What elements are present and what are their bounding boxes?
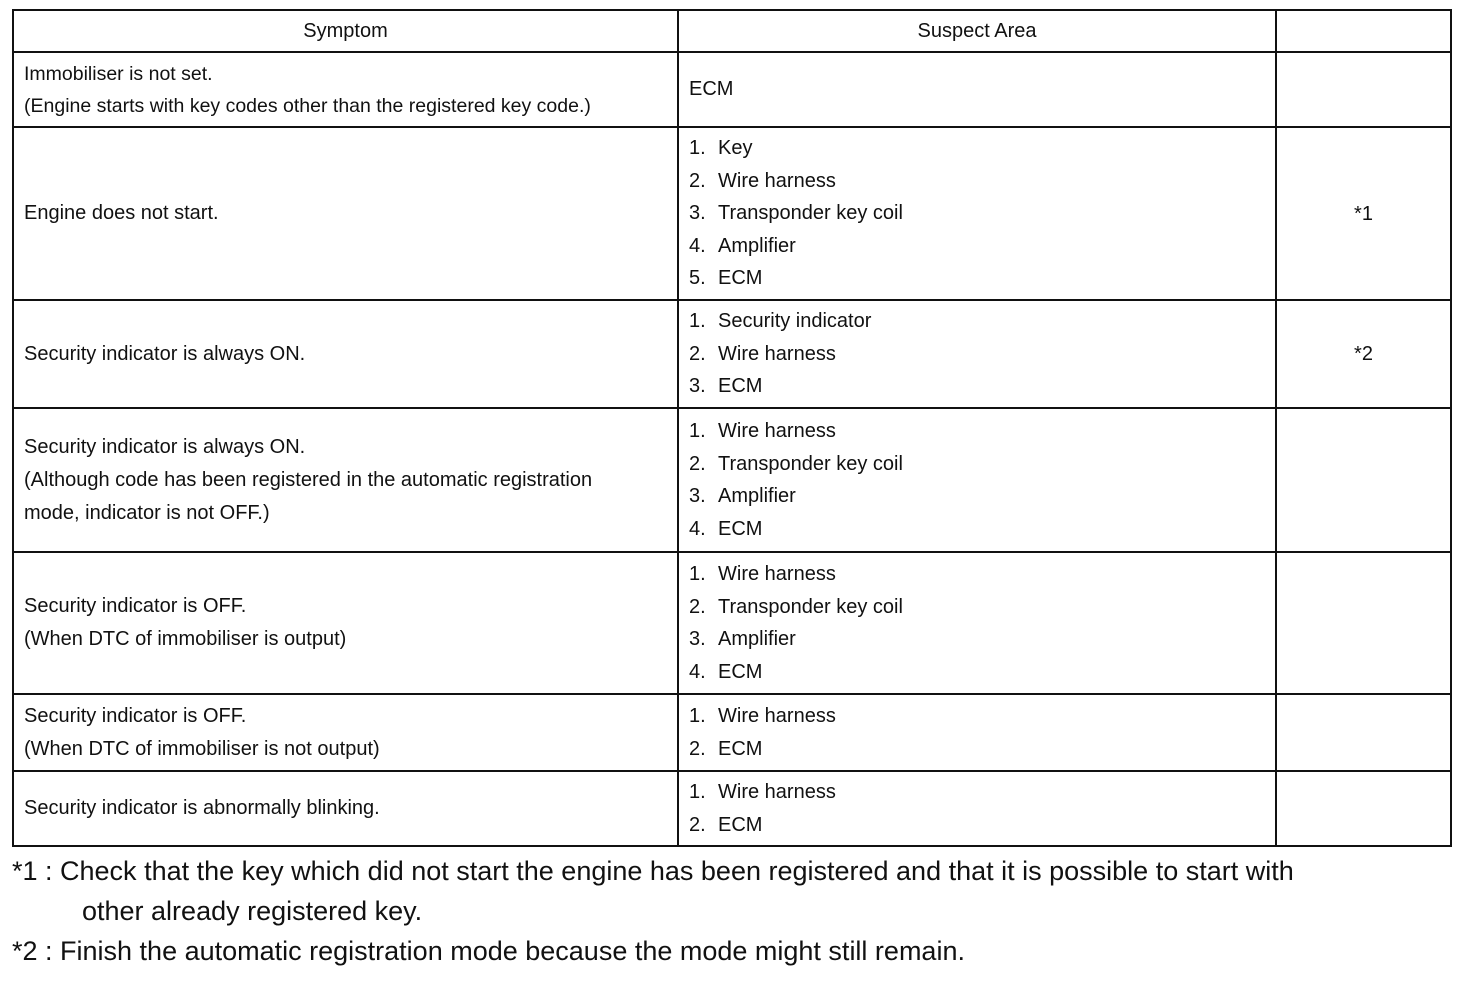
item-number: 1.	[689, 420, 706, 442]
item-text: Transponder key coil	[718, 202, 903, 225]
suspect-area-cell	[678, 771, 1276, 846]
item-number: 3.	[689, 485, 706, 507]
suspect-area-item	[689, 656, 1265, 689]
footnote-label: *2 :	[12, 936, 61, 966]
item-text: Security indicator	[718, 310, 872, 333]
suspect-area-cell	[678, 408, 1276, 552]
table-row	[13, 300, 1451, 408]
item-number: 3.	[689, 375, 706, 398]
item-text: Wire harness	[718, 420, 836, 442]
table-row	[13, 552, 1451, 694]
item-number: 2.	[689, 737, 706, 760]
suspect-area-cell	[678, 552, 1276, 694]
suspect-area-item	[689, 733, 1265, 766]
item-number: 2.	[689, 169, 706, 192]
suspect-area-cell	[678, 300, 1276, 408]
item-text: ECM	[718, 813, 763, 836]
item-number: 3.	[689, 202, 706, 225]
item-text: Wire harness	[718, 781, 836, 803]
item-text: Wire harness	[718, 169, 836, 192]
item-number: 1.	[689, 563, 706, 585]
diagnosis-table-sheet	[12, 9, 1450, 847]
table-header-row	[13, 10, 1451, 52]
symptom-text: Security indicator is OFF.	[24, 704, 247, 727]
note-cell	[1276, 52, 1451, 127]
suspect-area-item	[689, 197, 1265, 230]
table-row	[13, 127, 1451, 300]
suspect-area-item	[689, 448, 1265, 481]
item-number: 2.	[689, 813, 706, 836]
symptom-text: (Although code has been registered in the automatic registration	[24, 468, 593, 491]
suspect-area-list	[689, 554, 1265, 692]
suspect-area-text: ECM	[689, 78, 734, 101]
item-text: Amplifier	[718, 234, 796, 257]
item-text: ECM	[718, 517, 763, 540]
item-text: Wire harness	[718, 705, 836, 727]
symptom-cell	[13, 694, 678, 771]
symptom-cell	[13, 52, 678, 127]
footnote-text: Check that the key which did not start the engine has been registered and that it is possible to start with	[60, 856, 1294, 886]
item-text: ECM	[718, 660, 763, 683]
footnotes	[12, 851, 1462, 971]
item-text: ECM	[718, 375, 763, 398]
table-row	[13, 52, 1451, 127]
footnote-text: Finish the automatic registration mode because the mode might still remain.	[60, 936, 965, 966]
note-cell	[1276, 552, 1451, 694]
suspect-area-cell	[678, 127, 1276, 300]
suspect-area-item	[689, 415, 1265, 448]
symptom-text: (When DTC of immobiliser is not output)	[24, 737, 380, 760]
header-symptom: Symptom	[13, 10, 678, 52]
suspect-area-item	[689, 700, 1265, 733]
suspect-area-list	[689, 128, 1265, 299]
suspect-area-list	[689, 301, 1265, 407]
footnote	[12, 851, 1462, 931]
symptom-cell	[13, 127, 678, 300]
item-number: 4.	[689, 660, 706, 683]
table-row	[13, 771, 1451, 846]
item-text: ECM	[718, 267, 763, 290]
suspect-area-list	[689, 411, 1265, 549]
symptom-text: Security indicator is always ON.	[24, 342, 306, 365]
symptom-text: Engine does not start.	[24, 202, 219, 224]
item-number: 2.	[689, 595, 706, 618]
symptom-text: Security indicator is OFF.	[24, 595, 247, 617]
symptom-text: Security indicator is always ON.	[24, 435, 306, 458]
item-number: 2.	[689, 452, 706, 475]
note-cell	[1276, 771, 1451, 846]
item-number: 1.	[689, 705, 706, 727]
suspect-area-item	[689, 370, 1265, 403]
symptom-cell	[13, 408, 678, 552]
item-text: Wire harness	[718, 342, 836, 365]
suspect-area-item	[689, 305, 1265, 338]
footnote-label: *1 :	[12, 856, 61, 886]
symptom-cell	[13, 552, 678, 694]
suspect-area-item	[689, 165, 1265, 198]
suspect-area-item	[689, 262, 1265, 295]
header-note	[1276, 10, 1451, 52]
suspect-area-item	[689, 480, 1265, 513]
item-number: 2.	[689, 342, 706, 365]
suspect-area-item	[689, 809, 1265, 842]
suspect-area-cell	[678, 694, 1276, 771]
suspect-area-item	[689, 338, 1265, 371]
suspect-area-item	[689, 776, 1265, 809]
symptom-text: Security indicator is abnormally blinking.	[24, 797, 380, 819]
suspect-area-list	[689, 772, 1265, 845]
item-text: ECM	[718, 737, 763, 760]
note-cell: *1	[1276, 127, 1451, 300]
suspect-area-item	[689, 513, 1265, 546]
item-text: Wire harness	[718, 563, 836, 585]
suspect-area-item	[689, 230, 1265, 263]
item-number: 1.	[689, 310, 706, 333]
note-cell	[1276, 694, 1451, 771]
item-text: Transponder key coil	[718, 595, 903, 618]
footnote	[12, 931, 1462, 971]
item-text: Amplifier	[718, 485, 796, 507]
item-number: 4.	[689, 517, 706, 540]
footnote-continuation: other already registered key.	[82, 896, 423, 926]
note-cell	[1276, 408, 1451, 552]
symptom-text: (Engine starts with key codes other than the registered key code.)	[24, 94, 591, 117]
suspect-area-item	[689, 132, 1265, 165]
item-number: 1.	[689, 781, 706, 803]
item-number: 1.	[689, 137, 706, 160]
symptom-cell	[13, 771, 678, 846]
symptom-text: mode, indicator is not OFF.)	[24, 501, 270, 524]
item-number: 5.	[689, 267, 706, 290]
item-text: Transponder key coil	[718, 452, 903, 475]
suspect-area-item	[689, 623, 1265, 656]
suspect-area-item	[689, 591, 1265, 624]
table-row	[13, 694, 1451, 771]
suspect-area-cell	[678, 52, 1276, 127]
symptom-text: (When DTC of immobiliser is output)	[24, 628, 347, 650]
symptom-table	[12, 9, 1452, 847]
symptom-text: Immobiliser is not set.	[24, 62, 213, 85]
table-body	[13, 52, 1451, 846]
symptom-cell	[13, 300, 678, 408]
item-number: 3.	[689, 628, 706, 650]
suspect-area-list	[689, 696, 1265, 769]
header-suspect-area: Suspect Area	[678, 10, 1276, 52]
item-number: 4.	[689, 234, 706, 257]
note-cell: *2	[1276, 300, 1451, 408]
item-text: Key	[718, 137, 753, 160]
suspect-area-item	[689, 558, 1265, 591]
table-row	[13, 408, 1451, 552]
item-text: Amplifier	[718, 628, 796, 650]
